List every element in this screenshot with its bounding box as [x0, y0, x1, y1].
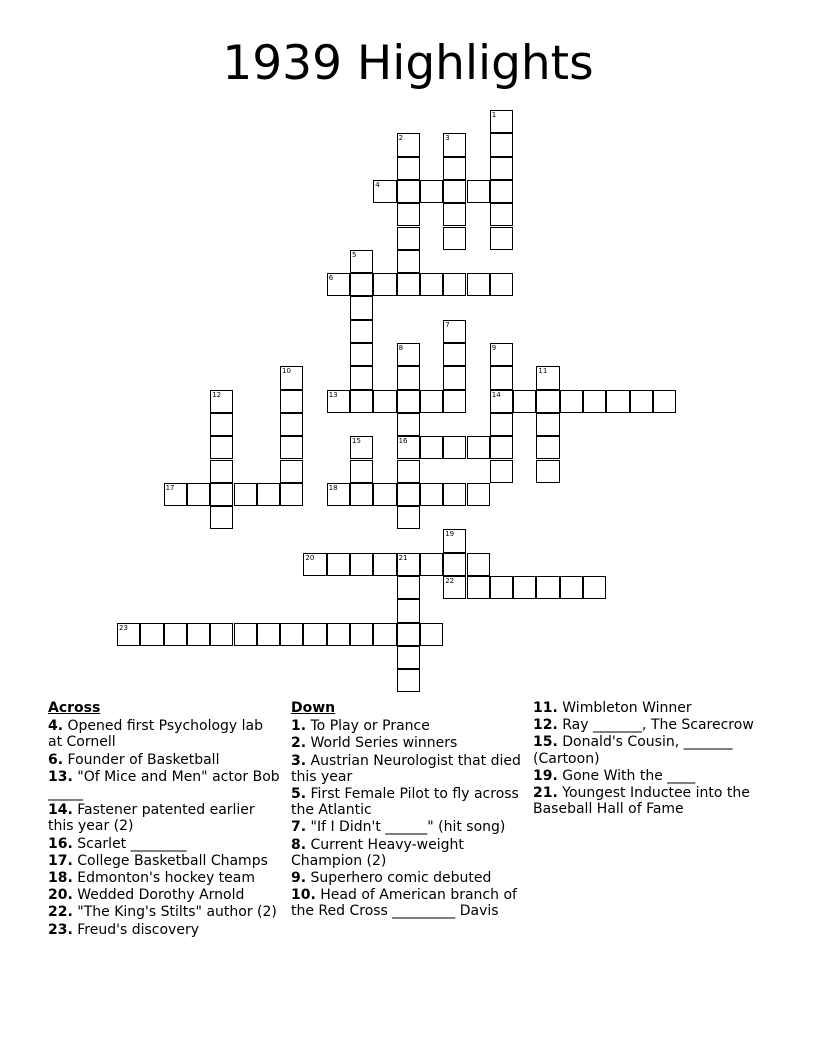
clue-number: 19: [445, 530, 455, 539]
grid-cell[interactable]: [397, 623, 420, 646]
grid-cell[interactable]: [443, 320, 466, 343]
grid-cell[interactable]: [187, 483, 210, 506]
down-clues-continued: [533, 700, 765, 818]
clue-text: "If I Didn't ______" (hit song): [306, 819, 506, 836]
clue-number-label: 18.: [48, 870, 73, 887]
grid-cell[interactable]: [280, 460, 303, 483]
grid-cell[interactable]: [327, 553, 350, 576]
clue: [533, 734, 765, 766]
grid-cell[interactable]: [397, 646, 420, 669]
grid-cell[interactable]: [560, 390, 583, 413]
grid-cell[interactable]: [467, 553, 490, 576]
clue: [48, 752, 280, 768]
grid-cell[interactable]: [490, 273, 513, 296]
clue-number-label: 10.: [291, 887, 316, 904]
clue-text: Gone With the ____: [557, 767, 696, 784]
grid-cell[interactable]: [350, 553, 373, 576]
clue-number-label: 14.: [48, 802, 73, 819]
clue: [48, 853, 280, 869]
clue: [291, 837, 523, 869]
clue-text: Austrian Neurologist that died this year: [291, 752, 521, 785]
grid-cell[interactable]: [513, 390, 536, 413]
clue-text: Scarlet ________: [72, 835, 187, 852]
clue: [291, 718, 523, 734]
clue-text: College Basketball Champs: [72, 852, 268, 869]
down-heading: Down: [291, 700, 336, 716]
grid-cell[interactable]: [350, 460, 373, 483]
grid-cell[interactable]: [397, 576, 420, 599]
clue-number: 3: [445, 134, 450, 143]
clue-number-label: 9.: [291, 870, 307, 887]
grid-cell[interactable]: [583, 390, 606, 413]
grid-cell[interactable]: [397, 157, 420, 180]
grid-cell[interactable]: [327, 483, 350, 506]
clue-number: 20: [305, 553, 315, 562]
grid-cell[interactable]: [420, 436, 443, 459]
grid-cell[interactable]: [490, 343, 513, 366]
grid-cell[interactable]: [443, 180, 466, 203]
clue-number: 21: [398, 553, 408, 562]
grid-cell[interactable]: [280, 483, 303, 506]
down-clue-list-continued: [533, 700, 765, 817]
grid-cell[interactable]: [327, 623, 350, 646]
grid-cell[interactable]: [490, 157, 513, 180]
clue-number-label: 8.: [291, 836, 307, 853]
grid-cell[interactable]: [397, 390, 420, 413]
clue-number: 4: [375, 180, 380, 189]
grid-cell[interactable]: [350, 436, 373, 459]
grid-cell[interactable]: [467, 483, 490, 506]
grid-cell[interactable]: [443, 483, 466, 506]
grid-cell[interactable]: [280, 413, 303, 436]
down-clue-list: [291, 718, 523, 919]
grid-cell[interactable]: [350, 623, 373, 646]
clue-number: 10: [282, 367, 292, 376]
grid-cell[interactable]: [536, 413, 559, 436]
grid-cell[interactable]: [280, 623, 303, 646]
clue: [48, 870, 280, 886]
grid-cell[interactable]: [397, 436, 420, 459]
clue-number: 14: [491, 390, 501, 399]
clue: [533, 768, 765, 784]
clue-number: 7: [445, 320, 450, 329]
clue-number-label: 23.: [48, 921, 73, 938]
clue-text: Donald's Cousin, _______ (Cartoon): [533, 734, 733, 767]
clue-number-label: 13.: [48, 768, 73, 785]
grid-cell[interactable]: [397, 460, 420, 483]
clue-number: 22: [445, 577, 455, 585]
grid-cell[interactable]: [443, 366, 466, 389]
clue-number-label: 3.: [291, 752, 307, 769]
grid-cell[interactable]: [210, 413, 233, 436]
grid-cell[interactable]: [350, 390, 373, 413]
grid-cell[interactable]: [490, 436, 513, 459]
grid-cell[interactable]: [583, 576, 606, 599]
grid-cell[interactable]: [420, 623, 443, 646]
clue-number-label: 16.: [48, 835, 73, 852]
grid-cell[interactable]: [397, 203, 420, 226]
grid-cell[interactable]: [234, 483, 257, 506]
clue-number-label: 11.: [533, 700, 558, 716]
grid-cell[interactable]: [443, 273, 466, 296]
clue-number: 18: [328, 483, 338, 492]
grid-cell[interactable]: [467, 273, 490, 296]
grid-cell[interactable]: [397, 599, 420, 622]
clue: [291, 753, 523, 785]
grid-cell[interactable]: [397, 250, 420, 273]
clue-number-label: 20.: [48, 887, 73, 904]
grid-cell[interactable]: [443, 576, 466, 599]
grid-cell[interactable]: [630, 390, 653, 413]
grid-cell[interactable]: [397, 413, 420, 436]
clue: [48, 802, 280, 834]
clue-number: 9: [491, 344, 497, 352]
grid-cell[interactable]: [234, 623, 257, 646]
grid-cell[interactable]: [397, 553, 420, 576]
clue-text: Youngest Inductee into the Baseball Hall of Fame: [533, 785, 750, 818]
grid-cell[interactable]: [443, 133, 466, 156]
grid-cell[interactable]: [443, 529, 466, 552]
grid-cell[interactable]: [397, 483, 420, 506]
grid-cell[interactable]: [373, 273, 396, 296]
grid-cell[interactable]: [303, 623, 326, 646]
clue: [533, 785, 765, 817]
clue-number-label: 2.: [291, 735, 307, 752]
clue-number: 15: [352, 437, 361, 446]
grid-cell[interactable]: [117, 623, 140, 646]
grid-cell[interactable]: [443, 553, 466, 576]
clue-number-label: 6.: [48, 751, 64, 768]
grid-cell[interactable]: [490, 390, 513, 413]
clue-text: "Of Mice and Men" actor Bob _____: [48, 768, 280, 802]
grid-cell[interactable]: [210, 623, 233, 646]
grid-cell[interactable]: [536, 390, 559, 413]
clue: [48, 718, 280, 750]
grid-cell[interactable]: [536, 366, 559, 389]
clue-text: First Female Pilot to fly across the Atlantic: [291, 786, 519, 819]
clue-number: 8: [398, 344, 404, 352]
grid-cell[interactable]: [443, 436, 466, 459]
clue-number-label: 21.: [533, 785, 558, 802]
clue-number-label: 19.: [533, 767, 558, 784]
grid-cell[interactable]: [420, 390, 443, 413]
clue-text: Ray _______, The Scarecrow: [557, 717, 754, 734]
grid-cell[interactable]: [210, 506, 233, 529]
grid-cell[interactable]: [397, 180, 420, 203]
grid-cell[interactable]: [536, 576, 559, 599]
clue-number-label: 7.: [291, 819, 307, 836]
grid-cell[interactable]: [606, 390, 629, 413]
clue-number: 23: [119, 623, 128, 632]
clue: [533, 700, 765, 716]
grid-cell[interactable]: [280, 366, 303, 389]
grid-cell[interactable]: [350, 250, 373, 273]
grid-cell[interactable]: [280, 390, 303, 413]
clue-text: Edmonton's hockey team: [72, 870, 256, 887]
grid-cell[interactable]: [397, 227, 420, 250]
grid-cell[interactable]: [350, 273, 373, 296]
grid-cell[interactable]: [303, 553, 326, 576]
clue-text: Freud's discovery: [72, 921, 199, 938]
clue: [48, 887, 280, 903]
clue-text: Head of American branch of the Red Cross _________ Davis: [291, 887, 517, 920]
grid-cell[interactable]: [397, 273, 420, 296]
clue-number: 5: [352, 250, 357, 259]
grid-cell[interactable]: [164, 623, 187, 646]
clue-number-label: 15.: [533, 734, 558, 751]
down-clues: [291, 700, 523, 921]
clue: [291, 735, 523, 751]
clue-number: 12: [212, 390, 222, 399]
clue-number: 1: [491, 111, 497, 119]
grid-cell[interactable]: [210, 483, 233, 506]
across-heading: Across: [48, 700, 101, 716]
grid-cell[interactable]: [210, 390, 233, 413]
grid-cell[interactable]: [373, 390, 396, 413]
grid-cell[interactable]: [373, 180, 396, 203]
grid-cell[interactable]: [490, 133, 513, 156]
grid-cell[interactable]: [350, 296, 373, 319]
puzzle-title: 1939 Highlights: [222, 36, 594, 91]
grid-cell[interactable]: [443, 343, 466, 366]
clue-number-label: 5.: [291, 786, 307, 803]
clue: [48, 922, 280, 938]
grid-cell[interactable]: [420, 273, 443, 296]
clue-number: 16: [398, 437, 408, 446]
clue-number: 6: [328, 274, 334, 283]
clue-text: Wedded Dorothy Arnold: [72, 887, 245, 904]
clue-text: To Play or Prance: [306, 718, 430, 735]
grid-cell[interactable]: [490, 203, 513, 226]
grid-cell[interactable]: [443, 203, 466, 226]
grid-cell[interactable]: [467, 180, 490, 203]
grid-cell[interactable]: [397, 343, 420, 366]
clue-number: 17: [165, 483, 175, 492]
grid-cell[interactable]: [210, 436, 233, 459]
clue-number-label: 4.: [48, 718, 64, 735]
clue-text: Fastener patented earlier this year (2): [48, 802, 255, 835]
grid-cell[interactable]: [257, 623, 280, 646]
grid-cell[interactable]: [327, 390, 350, 413]
grid-cell[interactable]: [490, 460, 513, 483]
clue: [48, 904, 280, 920]
grid-cell[interactable]: [443, 390, 466, 413]
clue-number-label: 1.: [291, 718, 307, 735]
grid-cell[interactable]: [397, 133, 420, 156]
grid-cell[interactable]: [420, 483, 443, 506]
grid-cell[interactable]: [443, 157, 466, 180]
grid-cell[interactable]: [490, 366, 513, 389]
clue-number-label: 22.: [48, 904, 73, 921]
grid-cell[interactable]: [420, 180, 443, 203]
across-clue-list: [48, 718, 280, 938]
clue-number: 11: [538, 367, 548, 376]
grid-cell[interactable]: [490, 576, 513, 599]
grid-cell[interactable]: [280, 436, 303, 459]
clue-text: World Series winners: [306, 735, 458, 752]
grid-cell[interactable]: [373, 553, 396, 576]
grid-cell[interactable]: [350, 366, 373, 389]
grid-cell[interactable]: [257, 483, 280, 506]
grid-cell[interactable]: [536, 460, 559, 483]
clue-text: Current Heavy-weight Champion (2): [291, 836, 464, 869]
clue-number: 2: [398, 134, 404, 143]
grid-cell[interactable]: [490, 227, 513, 250]
grid-cell[interactable]: [560, 576, 583, 599]
clue-text: Superhero comic debuted: [306, 870, 492, 887]
clue-number: 13: [328, 390, 338, 399]
grid-cell[interactable]: [373, 623, 396, 646]
across-clues: [48, 700, 280, 956]
grid-cell[interactable]: [350, 483, 373, 506]
grid-cell[interactable]: [327, 273, 350, 296]
clue-text: Wimbleton Winner: [557, 700, 692, 716]
clue: [291, 887, 523, 919]
grid-cell[interactable]: [350, 343, 373, 366]
grid-cell[interactable]: [490, 180, 513, 203]
clue: [291, 870, 523, 886]
grid-cell[interactable]: [467, 436, 490, 459]
grid-cell[interactable]: [350, 320, 373, 343]
grid-cell[interactable]: [397, 669, 420, 692]
grid-cell[interactable]: [210, 460, 233, 483]
grid-cell[interactable]: [420, 553, 443, 576]
clue-number-label: 17.: [48, 852, 73, 869]
grid-cell[interactable]: [140, 623, 163, 646]
clue: [291, 786, 523, 818]
grid-cell[interactable]: [513, 576, 536, 599]
grid-cell[interactable]: [490, 110, 513, 133]
grid-cell[interactable]: [653, 390, 676, 413]
grid-cell[interactable]: [443, 227, 466, 250]
clue-text: Opened first Psychology lab at Cornell: [48, 718, 264, 751]
grid-cell[interactable]: [164, 483, 187, 506]
grid-cell[interactable]: [187, 623, 210, 646]
clue: [291, 819, 523, 835]
grid-cell[interactable]: [373, 483, 396, 506]
grid-cell[interactable]: [467, 576, 490, 599]
clue: [48, 836, 280, 852]
grid-cell[interactable]: [397, 366, 420, 389]
clue-text: Founder of Basketball: [63, 751, 220, 768]
grid-cell[interactable]: [536, 436, 559, 459]
grid-cell[interactable]: [397, 506, 420, 529]
clue: [533, 717, 765, 733]
clue: [48, 769, 280, 801]
clue-number-label: 12.: [533, 717, 558, 734]
grid-cell[interactable]: [490, 413, 513, 436]
clue-text: "The King's Stilts" author (2): [72, 904, 277, 921]
